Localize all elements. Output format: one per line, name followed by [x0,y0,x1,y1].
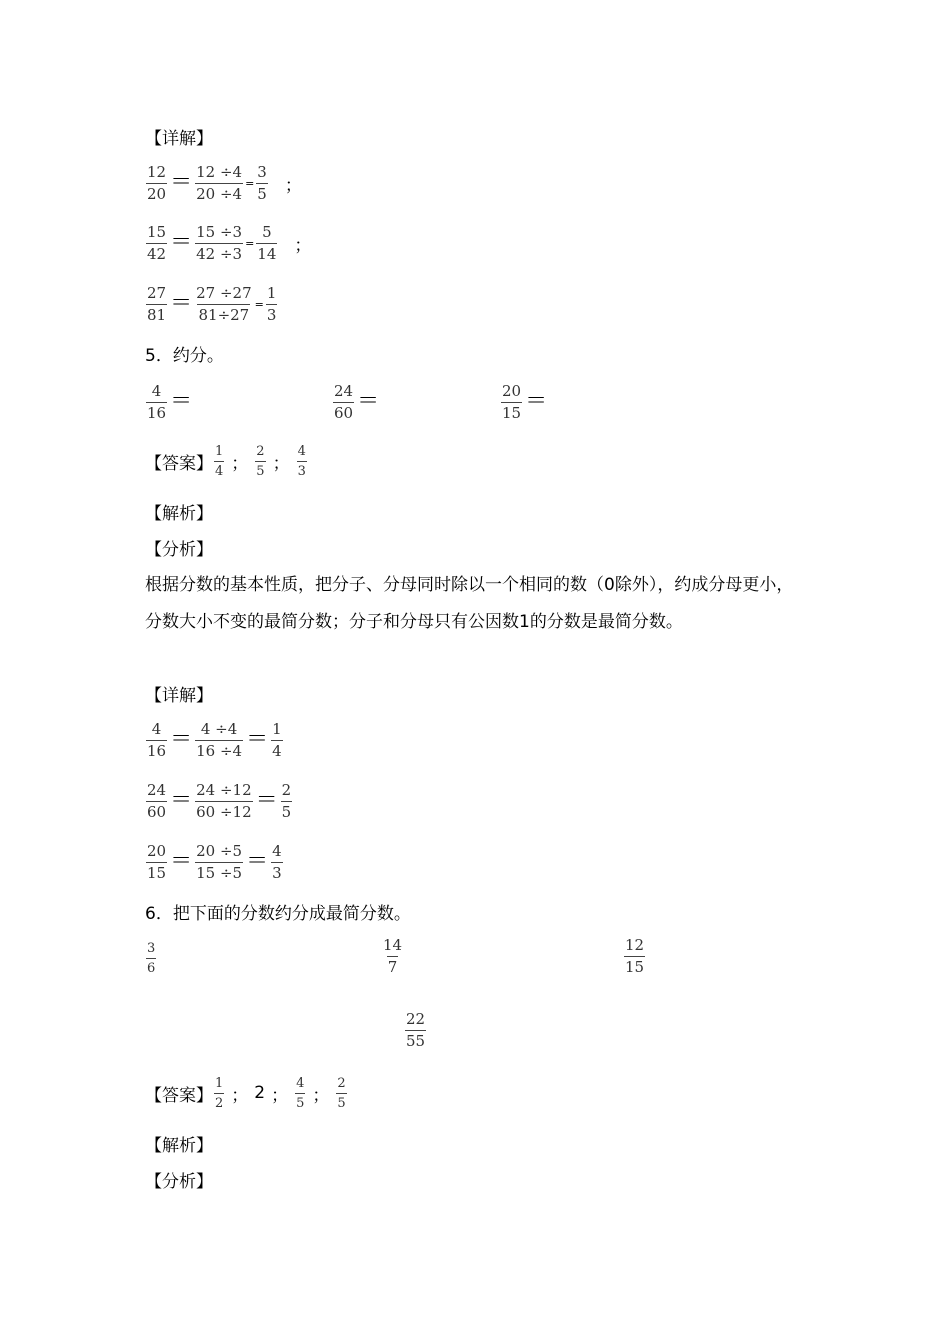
equals-sign: ＝ [246,727,269,752]
q6-answer-line [145,1069,348,1117]
fraction: $\frac{4 \div 4}{16 \div 4}$ [196,719,243,760]
q6-fraction-4: $\frac{22}{55}$ [406,1010,426,1050]
equals-sign: ＝ [170,291,193,316]
fraction: $\frac{24}{60}$ [147,780,167,821]
equation-row-prev-2 [145,216,311,270]
equals-sign-small: = [254,297,264,311]
label-detail-prev: 【详解】 [145,129,213,149]
fraction: $\frac{4}{16}$ [147,381,167,422]
fraction: $\frac{4}{3}$ [297,443,306,479]
semicolon: ； [271,1085,289,1106]
semicolon: ； [312,1085,330,1106]
q5-answer-line [145,437,308,485]
equals-sign: ＝ [170,788,193,813]
equals-sign: ＝ [170,170,193,195]
equals-sign: ＝ [246,849,269,874]
fraction: $\frac{4}{5}$ [296,1075,305,1111]
q5-equation-row-3 [145,835,284,889]
fraction: $\frac{5}{14}$ [257,222,277,263]
fraction: $\frac{24}{60}$ [334,381,354,422]
equals-sign: ＝ [170,389,193,414]
fraction: $\frac{12}{20}$ [147,162,167,203]
fraction: $\frac{15}{42}$ [147,222,167,263]
answer-integer: 2 [254,1083,266,1103]
fraction: $\frac{1}{4}$ [215,443,224,479]
label-answer: 【答案】 [145,1085,213,1106]
fraction: $\frac{15 \div 3}{42 \div 3}$ [196,222,243,263]
label-analysis-q6: 【解析】 [145,1136,213,1156]
fraction: $\frac{4}{3}$ [272,841,282,882]
question-6-title: 6．把下面的分数约分成最简分数。 [145,904,411,924]
question-5-title: 5．约分。 [145,346,224,366]
fraction: $\frac{2}{5}$ [256,443,265,479]
fraction: $\frac{27}{81}$ [147,283,167,324]
fraction: $\frac{2}{5}$ [337,1075,346,1111]
label-answer: 【答案】 [145,453,213,474]
label-fenxi: 【分析】 [145,540,213,560]
q5-analysis-text: 根据分数的基本性质，把分子、分母同时除以一个相同的数（0除外），约成分母更小，分数大小不变的最简分数；分子和分母只有公因数1的分数是最简分数。 [145,575,794,632]
q5-problem-3 [500,375,549,429]
fraction: $\frac{4}{16}$ [147,719,167,760]
equals-sign-small: = [245,176,255,190]
q5-equation-row-2 [145,774,293,828]
label-fenxi-q6: 【分析】 [145,1172,213,1192]
fraction: $\frac{1}{3}$ [266,283,277,324]
semicolon: ； [231,1085,249,1106]
fraction: $\frac{1}{2}$ [215,1075,224,1111]
q6-fraction-1: $\frac{3}{6}$ [147,941,156,976]
semicolon: ； [272,453,290,474]
label-detail: 【详解】 [145,686,213,706]
q6-fraction-3: $\frac{12}{15}$ [625,936,645,976]
equals-sign: ＝ [357,389,380,414]
equation-row-prev-3 [145,277,278,331]
semicolon: ； [294,235,312,256]
fraction: $\frac{2}{5}$ [281,780,292,821]
fraction: $\frac{3}{5}$ [257,162,267,203]
fraction: $\frac{1}{4}$ [272,719,282,760]
equals-sign-small: = [245,236,255,250]
q5-problem-2 [332,375,381,429]
q5-equation-row-1 [145,713,284,767]
semicolon: ； [284,175,302,196]
equation-row-prev-1 [145,156,302,210]
q6-fraction-2: $\frac{14}{7}$ [383,936,403,976]
equals-sign: ＝ [255,788,278,813]
fraction: $\frac{27 \div 27}{81\div 27}$ [196,283,252,324]
fraction: $\frac{20}{15}$ [147,841,167,882]
equals-sign: ＝ [170,230,193,255]
fraction: $\frac{12 \div 4}{20 \div 4}$ [196,162,243,203]
label-analysis: 【解析】 [145,504,213,524]
fraction: $\frac{20}{15}$ [502,381,522,422]
fraction: $\frac{24 \div 12}{60 \div 12}$ [196,780,252,821]
q5-problem-1 [145,375,194,429]
fraction: $\frac{20 \div 5}{15 \div 5}$ [196,841,243,882]
equals-sign: ＝ [170,849,193,874]
equals-sign: ＝ [525,389,548,414]
semicolon: ； [231,453,249,474]
equals-sign: ＝ [170,727,193,752]
